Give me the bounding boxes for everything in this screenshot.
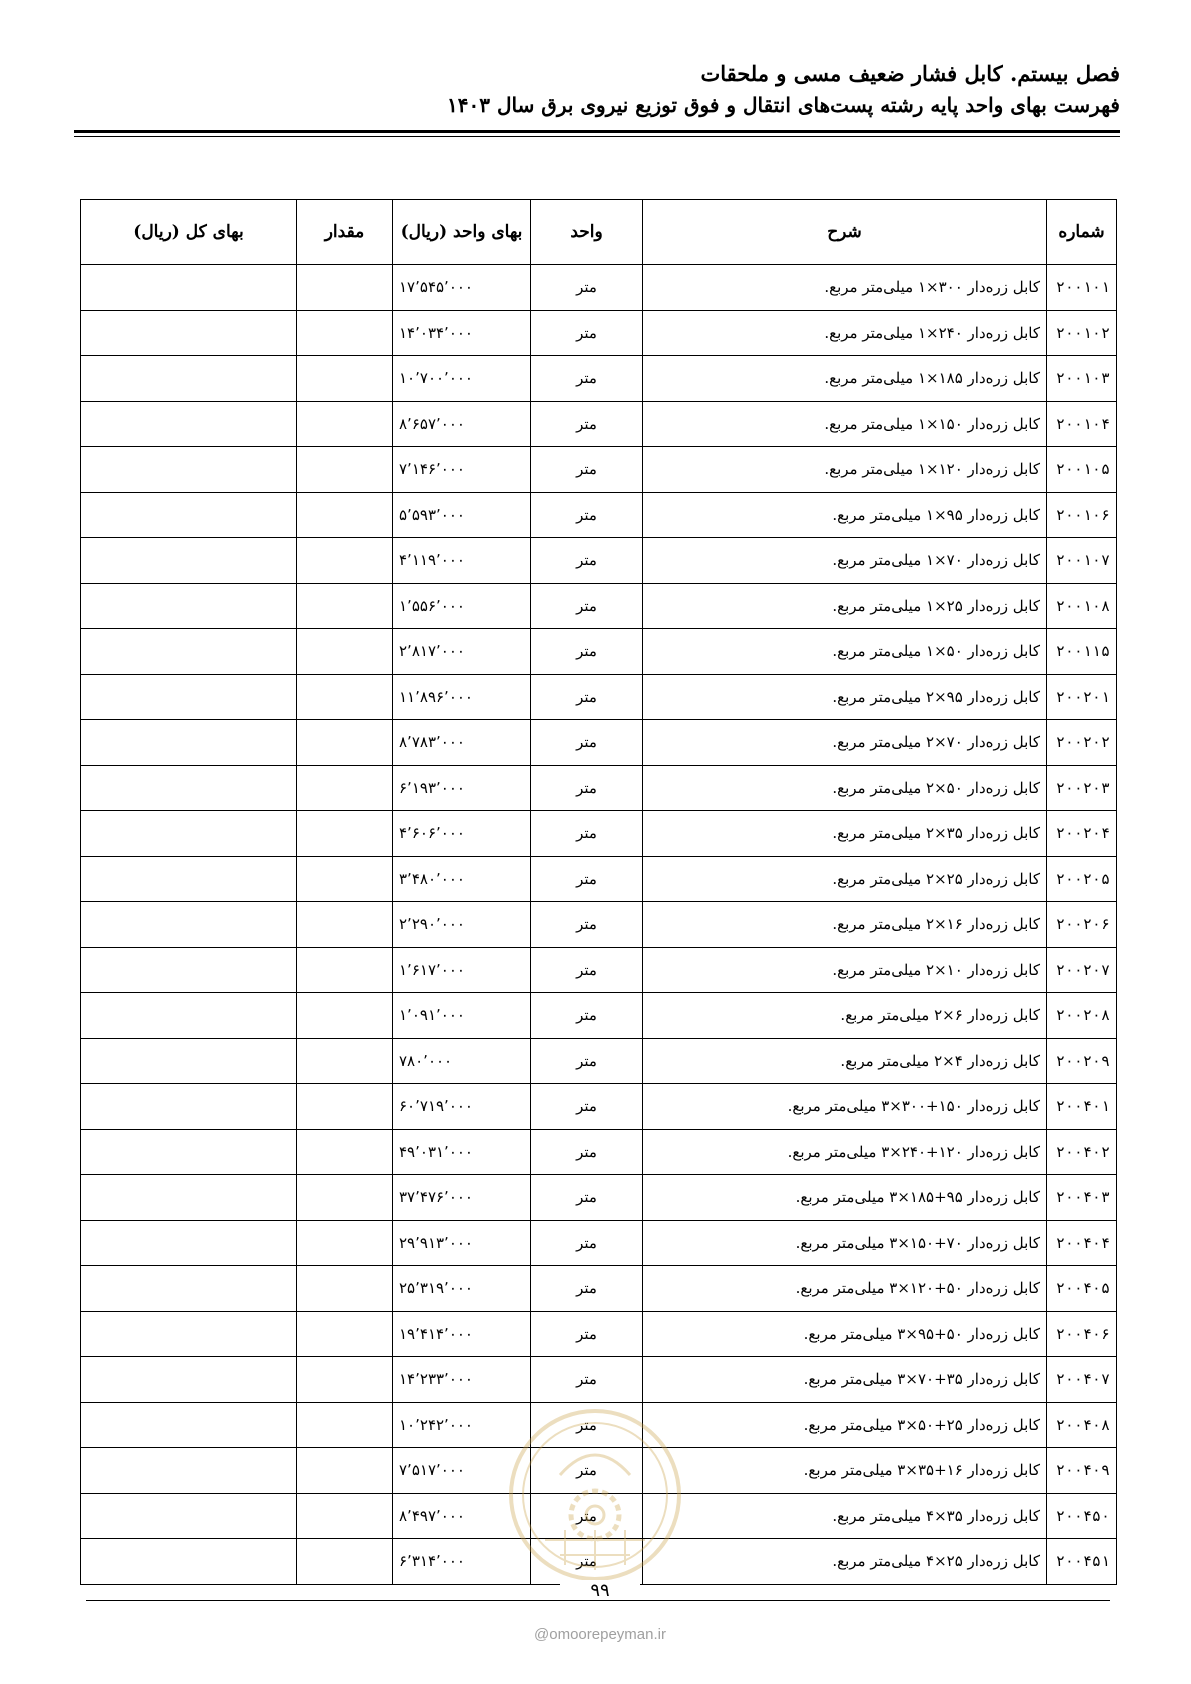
row-quantity [297,1402,393,1448]
row-description: کابل زره‌دار ۱۸۵×۱ میلی‌متر مربع. [643,356,1047,402]
header-rule-thin [74,136,1120,137]
watermark-url: @omoorepeyman.ir [534,1626,666,1643]
row-quantity [297,1038,393,1084]
document-title: فهرست بهای واحد پایه رشته پست‌های انتقال و فوق توزیع نیروی برق سال ۱۴۰۳ [447,93,1120,117]
row-description: کابل زره‌دار ۵۰+۹۵×۳ میلی‌متر مربع. [643,1311,1047,1357]
row-unit-price: ۴۹٬۰۳۱٬۰۰۰ [393,1129,531,1175]
price-table [80,199,1117,1585]
row-unit-price: ۴٬۱۱۹٬۰۰۰ [393,538,531,584]
table-row [81,1129,1117,1175]
row-unit-price: ۱۴٬۰۳۴٬۰۰۰ [393,310,531,356]
table-row [81,674,1117,720]
row-unit: متر [531,1038,643,1084]
row-description: کابل زره‌دار ۱۲۰+۲۴۰×۳ میلی‌متر مربع. [643,1129,1047,1175]
row-description: کابل زره‌دار ۱۶+۳۵×۳ میلی‌متر مربع. [643,1448,1047,1494]
row-unit-price: ۱۷٬۵۴۵٬۰۰۰ [393,265,531,311]
row-total-price [81,1175,297,1221]
row-total-price [81,902,297,948]
row-unit-price: ۳۷٬۴۷۶٬۰۰۰ [393,1175,531,1221]
row-quantity [297,356,393,402]
header-description: شرح [643,200,1047,265]
row-unit: متر [531,856,643,902]
row-code: ۲۰۰۱۰۴ [1047,401,1117,447]
row-unit: متر [531,947,643,993]
table-row [81,1493,1117,1539]
table-row [81,492,1117,538]
table-row [81,993,1117,1039]
table-row [81,947,1117,993]
table-row [81,856,1117,902]
table-row [81,538,1117,584]
row-code: ۲۰۰۴۰۶ [1047,1311,1117,1357]
row-quantity [297,629,393,675]
row-total-price [81,447,297,493]
row-description: کابل زره‌دار ۳۵×۴ میلی‌متر مربع. [643,1493,1047,1539]
row-total-price [81,1493,297,1539]
table-row [81,583,1117,629]
row-unit-price: ۷۸۰٬۰۰۰ [393,1038,531,1084]
row-total-price [81,811,297,857]
row-code: ۲۰۰۴۵۱ [1047,1539,1117,1585]
table-row [81,1266,1117,1312]
row-total-price [81,310,297,356]
row-description: کابل زره‌دار ۷۰×۲ میلی‌متر مربع. [643,720,1047,766]
table-row [81,265,1117,311]
table-row [81,902,1117,948]
row-total-price [81,265,297,311]
row-total-price [81,856,297,902]
row-unit-price: ۱٬۵۵۶٬۰۰۰ [393,583,531,629]
row-quantity [297,993,393,1039]
row-total-price [81,1084,297,1130]
row-description: کابل زره‌دار ۳۰۰×۱ میلی‌متر مربع. [643,265,1047,311]
table-row [81,629,1117,675]
table-row [81,447,1117,493]
row-unit-price: ۱۰٬۲۴۲٬۰۰۰ [393,1402,531,1448]
row-description: کابل زره‌دار ۲۴۰×۱ میلی‌متر مربع. [643,310,1047,356]
row-total-price [81,1448,297,1494]
row-code: ۲۰۰۴۰۵ [1047,1266,1117,1312]
header-rule-thick [74,130,1120,133]
row-unit: متر [531,1129,643,1175]
table-row [81,356,1117,402]
row-unit: متر [531,765,643,811]
row-code: ۲۰۰۴۰۸ [1047,1402,1117,1448]
row-code: ۲۰۰۴۰۲ [1047,1129,1117,1175]
row-unit: متر [531,1266,643,1312]
row-unit: متر [531,1084,643,1130]
row-description: کابل زره‌دار ۹۵×۱ میلی‌متر مربع. [643,492,1047,538]
row-unit: متر [531,265,643,311]
row-code: ۲۰۰۲۰۲ [1047,720,1117,766]
row-quantity [297,811,393,857]
row-code: ۲۰۰۲۰۸ [1047,993,1117,1039]
row-unit-price: ۲٬۲۹۰٬۰۰۰ [393,902,531,948]
row-unit: متر [531,492,643,538]
row-unit-price: ۲۹٬۹۱۳٬۰۰۰ [393,1220,531,1266]
header-unit: واحد [531,200,643,265]
row-quantity [297,538,393,584]
row-unit-price: ۱۱٬۸۹۶٬۰۰۰ [393,674,531,720]
row-code: ۲۰۰۱۰۱ [1047,265,1117,311]
table-row [81,1311,1117,1357]
table-row [81,1038,1117,1084]
row-description: کابل زره‌دار ۳۵+۷۰×۳ میلی‌متر مربع. [643,1357,1047,1403]
header-unit-price: بهای واحد (ریال) [393,200,531,265]
table-row [81,1220,1117,1266]
row-total-price [81,538,297,584]
row-unit-price: ۱۰٬۷۰۰٬۰۰۰ [393,356,531,402]
row-description: کابل زره‌دار ۷۰+۱۵۰×۳ میلی‌متر مربع. [643,1220,1047,1266]
row-quantity [297,265,393,311]
row-code: ۲۰۰۱۰۵ [1047,447,1117,493]
table-header-row [81,200,1117,265]
row-quantity [297,1448,393,1494]
row-quantity [297,401,393,447]
row-total-price [81,629,297,675]
row-code: ۲۰۰۴۰۴ [1047,1220,1117,1266]
page-number: ۹۹ [560,1580,640,1601]
row-description: کابل زره‌دار ۹۵+۱۸۵×۳ میلی‌متر مربع. [643,1175,1047,1221]
row-unit-price: ۶٬۱۹۳٬۰۰۰ [393,765,531,811]
row-quantity [297,1311,393,1357]
row-code: ۲۰۰۱۰۲ [1047,310,1117,356]
row-code: ۲۰۰۱۰۳ [1047,356,1117,402]
row-total-price [81,720,297,766]
row-quantity [297,674,393,720]
row-unit: متر [531,310,643,356]
row-unit-price: ۲۵٬۳۱۹٬۰۰۰ [393,1266,531,1312]
row-code: ۲۰۰۴۰۹ [1047,1448,1117,1494]
row-description: کابل زره‌دار ۲۵×۴ میلی‌متر مربع. [643,1539,1047,1585]
row-unit: متر [531,1311,643,1357]
row-description: کابل زره‌دار ۱۰×۲ میلی‌متر مربع. [643,947,1047,993]
row-description: کابل زره‌دار ۶×۲ میلی‌متر مربع. [643,993,1047,1039]
row-quantity [297,1129,393,1175]
row-code: ۲۰۰۲۰۷ [1047,947,1117,993]
row-quantity [297,583,393,629]
row-quantity [297,492,393,538]
row-code: ۲۰۰۲۰۳ [1047,765,1117,811]
row-total-price [81,492,297,538]
row-quantity [297,1266,393,1312]
table-row [81,1539,1117,1585]
row-unit: متر [531,1175,643,1221]
row-unit-price: ۱٬۰۹۱٬۰۰۰ [393,993,531,1039]
row-description: کابل زره‌دار ۳۵×۲ میلی‌متر مربع. [643,811,1047,857]
row-code: ۲۰۰۲۰۵ [1047,856,1117,902]
header-total-price: بهای کل (ریال) [81,200,297,265]
table-row [81,1357,1117,1403]
row-unit: متر [531,447,643,493]
row-unit-price: ۲٬۸۱۷٬۰۰۰ [393,629,531,675]
row-quantity [297,856,393,902]
row-unit: متر [531,1402,643,1448]
row-unit-price: ۱٬۶۱۷٬۰۰۰ [393,947,531,993]
row-description: کابل زره‌دار ۱۵۰×۱ میلی‌متر مربع. [643,401,1047,447]
row-total-price [81,356,297,402]
row-description: کابل زره‌دار ۵۰+۱۲۰×۳ میلی‌متر مربع. [643,1266,1047,1312]
row-unit: متر [531,1448,643,1494]
row-unit-price: ۷٬۱۴۶٬۰۰۰ [393,447,531,493]
row-description: کابل زره‌دار ۱۲۰×۱ میلی‌متر مربع. [643,447,1047,493]
row-unit: متر [531,401,643,447]
row-quantity [297,765,393,811]
row-unit-price: ۸٬۶۵۷٬۰۰۰ [393,401,531,447]
row-code: ۲۰۰۱۰۸ [1047,583,1117,629]
row-quantity [297,310,393,356]
row-quantity [297,720,393,766]
row-description: کابل زره‌دار ۵۰×۲ میلی‌متر مربع. [643,765,1047,811]
row-code: ۲۰۰۱۰۷ [1047,538,1117,584]
row-unit: متر [531,811,643,857]
row-total-price [81,1038,297,1084]
row-quantity [297,1084,393,1130]
table-row [81,310,1117,356]
row-total-price [81,947,297,993]
row-quantity [297,1357,393,1403]
row-code: ۲۰۰۲۰۴ [1047,811,1117,857]
row-description: کابل زره‌دار ۵۰×۱ میلی‌متر مربع. [643,629,1047,675]
row-total-price [81,674,297,720]
row-unit-price: ۱۹٬۴۱۴٬۰۰۰ [393,1311,531,1357]
page-header [74,58,1120,120]
row-code: ۲۰۰۱۰۶ [1047,492,1117,538]
row-description: کابل زره‌دار ۲۵+۵۰×۳ میلی‌متر مربع. [643,1402,1047,1448]
row-description: کابل زره‌دار ۲۵×۲ میلی‌متر مربع. [643,856,1047,902]
row-unit-price: ۶٬۳۱۴٬۰۰۰ [393,1539,531,1585]
header-quantity: مقدار [297,200,393,265]
row-unit: متر [531,720,643,766]
table-row [81,1084,1117,1130]
row-unit: متر [531,1493,643,1539]
row-code: ۲۰۰۴۵۰ [1047,1493,1117,1539]
table-row [81,1448,1117,1494]
row-total-price [81,765,297,811]
row-code: ۲۰۰۲۰۱ [1047,674,1117,720]
table-row [81,1175,1117,1221]
row-unit: متر [531,993,643,1039]
header-code: شماره [1047,200,1117,265]
row-unit: متر [531,1539,643,1585]
row-total-price [81,1311,297,1357]
row-description: کابل زره‌دار ۹۵×۲ میلی‌متر مربع. [643,674,1047,720]
row-unit: متر [531,538,643,584]
row-total-price [81,401,297,447]
row-description: کابل زره‌دار ۲۵×۱ میلی‌متر مربع. [643,583,1047,629]
row-total-price [81,1220,297,1266]
row-unit: متر [531,1357,643,1403]
row-unit-price: ۵٬۵۹۳٬۰۰۰ [393,492,531,538]
row-quantity [297,447,393,493]
table-body [81,265,1117,1585]
row-unit: متر [531,629,643,675]
row-description: کابل زره‌دار ۷۰×۱ میلی‌متر مربع. [643,538,1047,584]
row-code: ۲۰۰۱۱۵ [1047,629,1117,675]
table-row [81,765,1117,811]
row-unit-price: ۴٬۶۰۶٬۰۰۰ [393,811,531,857]
chapter-title: فصل بیستم. کابل فشار ضعیف مسی و ملحقات [700,61,1120,86]
row-total-price [81,993,297,1039]
row-code: ۲۰۰۴۰۳ [1047,1175,1117,1221]
row-total-price [81,1539,297,1585]
row-total-price [81,1402,297,1448]
row-quantity [297,947,393,993]
row-code: ۲۰۰۴۰۷ [1047,1357,1117,1403]
row-unit-price: ۸٬۴۹۷٬۰۰۰ [393,1493,531,1539]
row-quantity [297,1493,393,1539]
row-description: کابل زره‌دار ۴×۲ میلی‌متر مربع. [643,1038,1047,1084]
table-row [81,1402,1117,1448]
row-quantity [297,1539,393,1585]
table-row [81,401,1117,447]
row-quantity [297,902,393,948]
row-unit-price: ۸٬۷۸۳٬۰۰۰ [393,720,531,766]
row-unit: متر [531,356,643,402]
row-total-price [81,583,297,629]
row-total-price [81,1129,297,1175]
row-description: کابل زره‌دار ۱۵۰+۳۰۰×۳ میلی‌متر مربع. [643,1084,1047,1130]
row-unit: متر [531,674,643,720]
row-unit: متر [531,1220,643,1266]
row-unit-price: ۳٬۴۸۰٬۰۰۰ [393,856,531,902]
row-code: ۲۰۰۴۰۱ [1047,1084,1117,1130]
row-unit: متر [531,902,643,948]
table-row [81,720,1117,766]
row-code: ۲۰۰۲۰۹ [1047,1038,1117,1084]
row-quantity [297,1220,393,1266]
row-total-price [81,1266,297,1312]
row-unit-price: ۱۴٬۲۳۳٬۰۰۰ [393,1357,531,1403]
table-row [81,811,1117,857]
row-unit-price: ۶۰٬۷۱۹٬۰۰۰ [393,1084,531,1130]
row-code: ۲۰۰۲۰۶ [1047,902,1117,948]
row-quantity [297,1175,393,1221]
footer-rule [86,1600,1110,1601]
row-total-price [81,1357,297,1403]
row-unit: متر [531,583,643,629]
row-unit-price: ۷٬۵۱۷٬۰۰۰ [393,1448,531,1494]
row-description: کابل زره‌دار ۱۶×۲ میلی‌متر مربع. [643,902,1047,948]
